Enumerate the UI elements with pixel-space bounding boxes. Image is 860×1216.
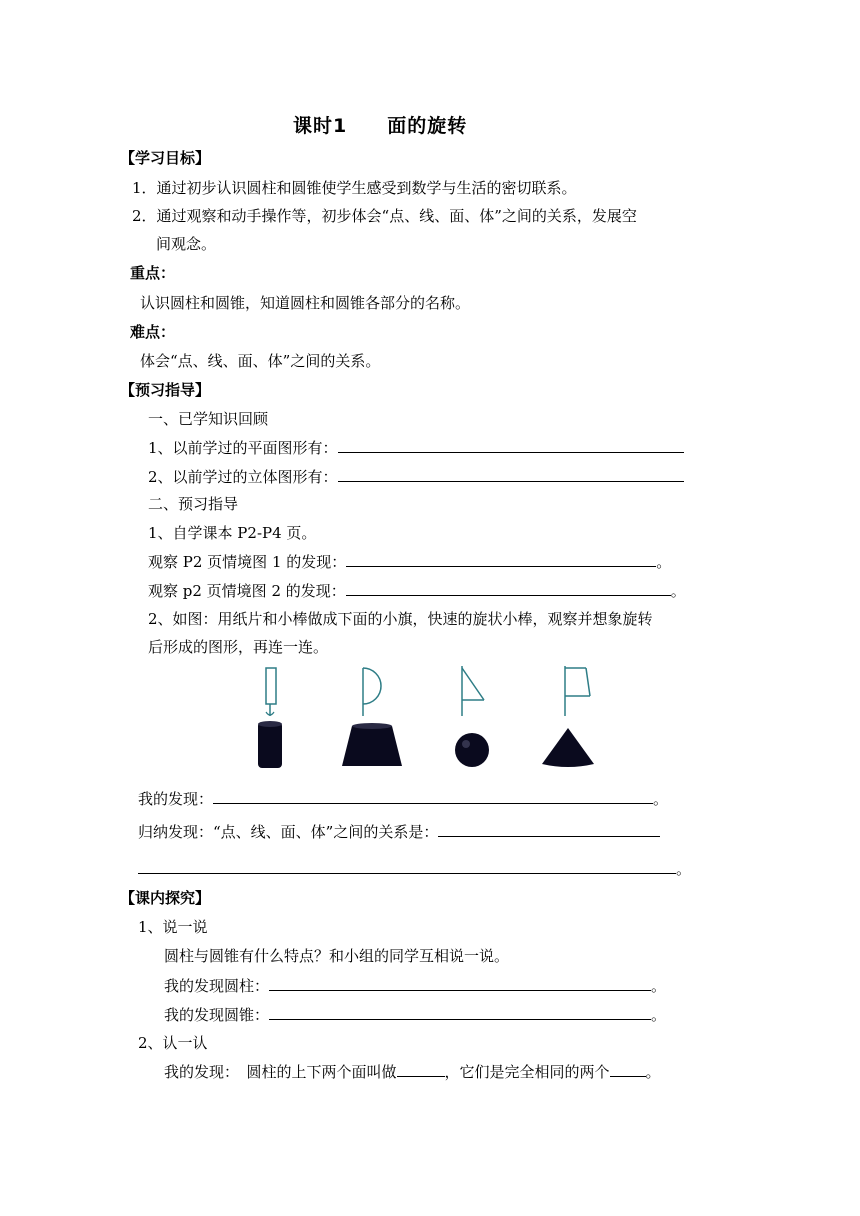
review-q2	[148, 466, 684, 487]
trapezoid-flag	[565, 666, 590, 716]
recognize-title: 2、认一认	[138, 1034, 208, 1052]
observe-1	[148, 551, 671, 572]
observe-2-blank[interactable]	[346, 580, 671, 596]
summary	[138, 821, 660, 842]
my-finding-blank[interactable]	[213, 788, 653, 804]
observe-2-period: 。	[670, 582, 686, 600]
summary-label: 归纳发现：“点、线、面、体”之间的关系是：	[138, 823, 439, 841]
explore-header: 【课内探究】	[120, 889, 211, 907]
observe-2-label: 观察 p2 页情境图 2 的发现：	[148, 582, 346, 600]
goals-header: 【学习目标】	[120, 149, 211, 167]
summary-line2	[138, 858, 691, 879]
observe-1-blank[interactable]	[346, 551, 656, 567]
key-text: 认识圆柱和圆锥，知道圆柱和圆锥各部分的名称。	[140, 294, 471, 312]
sphere-icon	[455, 733, 489, 767]
my-finding-label: 我的发现：	[138, 790, 214, 808]
review-q2-blank[interactable]	[338, 466, 684, 482]
observe-2	[148, 580, 686, 601]
recognize-prefix: 我的发现： 圆柱的上下两个面叫做	[164, 1063, 397, 1081]
cone-finding-label: 我的发现圆锥：	[164, 1006, 270, 1024]
solids-figure	[250, 718, 610, 774]
my-finding-period: 。	[653, 790, 669, 808]
cone-icon	[542, 728, 594, 767]
recognize-mid: ，它们是完全相同的两个	[444, 1063, 610, 1081]
recognize-end: 。	[645, 1063, 661, 1081]
recognize-blank-2[interactable]	[610, 1061, 646, 1077]
cylinder-finding-label: 我的发现圆柱：	[164, 977, 270, 995]
recognize-line	[164, 1061, 661, 1082]
say-title: 1、说一说	[138, 918, 208, 936]
flags-figure	[250, 660, 610, 722]
summary-period: 。	[676, 860, 692, 878]
cylinder-icon	[258, 721, 282, 768]
goal-2-line2: 间观念。	[156, 235, 217, 253]
difficult-text: 体会“点、线、面、体”之间的关系。	[140, 352, 381, 370]
summary-blank-2[interactable]	[138, 858, 676, 874]
cone-finding-period: 。	[651, 1006, 667, 1024]
goal-1: 1．通过初步认识圆柱和圆锥使学生感受到数学与生活的密切联系。	[132, 179, 577, 197]
cylinder-finding	[164, 975, 666, 996]
cone-finding	[164, 1004, 666, 1025]
say-prompt: 圆柱与圆锥有什么特点？和小组的同学互相说一说。	[164, 947, 510, 965]
observe-1-label: 观察 P2 页情境图 1 的发现：	[148, 553, 347, 571]
review-q1-label: 1、以前学过的平面图形有：	[148, 439, 338, 457]
preview-header: 【预习指导】	[120, 381, 211, 399]
guide-2-line1: 2、如图：用纸片和小棒做成下面的小旗，快速的旋状小棒，观察并想象旋转	[148, 610, 653, 628]
guide-2-line2: 后形成的图形，再连一连。	[148, 638, 329, 656]
semicircle-flag	[363, 668, 381, 716]
cylinder-finding-blank[interactable]	[269, 975, 651, 991]
goal-2-line1: 2．通过观察和动手操作等，初步体会“点、线、面、体”之间的关系，发展空	[132, 207, 637, 225]
guide-title: 二、预习指导	[148, 495, 239, 513]
guide-1: 1、自学课本 P2-P4 页。	[148, 524, 317, 542]
triangle-flag	[462, 666, 484, 716]
recognize-blank-1[interactable]	[397, 1061, 445, 1077]
cylinder-finding-period: 。	[651, 977, 667, 995]
review-q1-blank[interactable]	[338, 437, 684, 453]
cone-finding-blank[interactable]	[269, 1004, 651, 1020]
difficult-header: 难点：	[130, 323, 176, 341]
review-q2-label: 2、以前学过的立体图形有：	[148, 468, 338, 486]
my-finding	[138, 788, 668, 809]
review-title: 一、已学知识回顾	[148, 410, 269, 428]
summary-blank-1[interactable]	[438, 821, 660, 837]
page-title: 课时1 面的旋转	[293, 115, 468, 137]
frustum-icon	[342, 723, 402, 766]
rectangle-flag	[266, 668, 276, 716]
key-header: 重点：	[130, 264, 176, 282]
observe-1-period: 。	[656, 553, 672, 571]
review-q1	[148, 437, 684, 458]
